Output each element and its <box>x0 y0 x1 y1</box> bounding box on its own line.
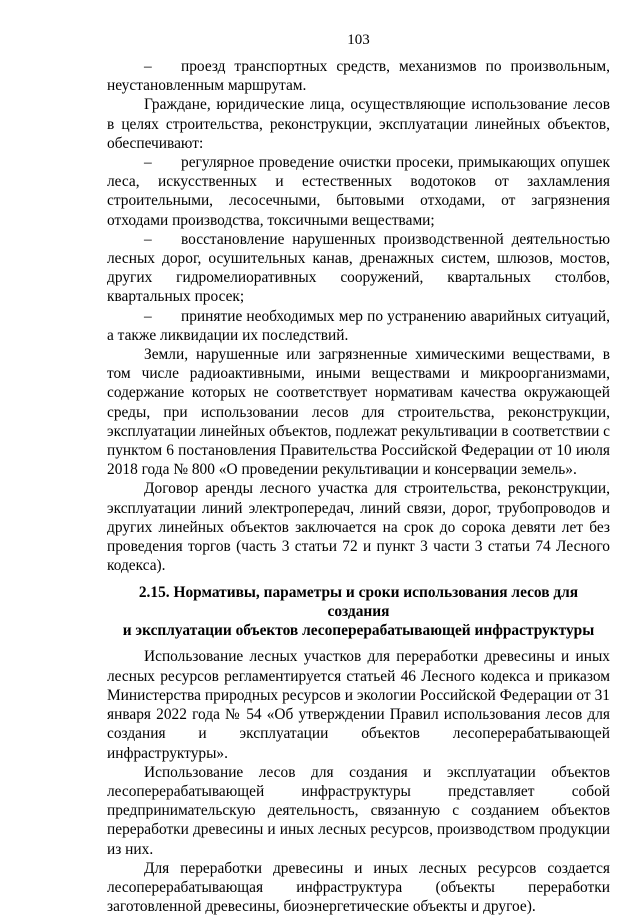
section-heading-line2: и эксплуатации объектов лесоперерабатывающей инфраструктуры <box>122 622 595 640</box>
list-item <box>107 57 610 95</box>
dash-marker: – <box>144 230 152 248</box>
section-heading <box>107 583 610 640</box>
list-item-text: восстановление нарушенных производственной деятельностью лесных дорог, осушительных канав, дренажных систем, шлюзов, мостов, других гидромелиоративных сооружений, квартальных столбов, квартальных просек; <box>107 230 610 306</box>
paragraph: Для переработки древесины и иных лесных ресурсов создается лесоперерабатывающая инфраструктура (объекты переработки заготовленной древесины, биоэнергетические объекты и другое). <box>107 859 610 916</box>
paragraph: Земли, нарушенные или загрязненные химическими веществами, в том числе радиоактивными, иными веществами и микроорганизмами, содержание которых не соответствует нормативам качества окружающей среды, при использовании лесов для строительства, реконструкции, эксплуатации линейных объектов, подлежат рекультивации в соответствии с пунктом 6 постановления Правительства Российской Федерации от 10 июля 2018 года № 800 «О проведении рекультивации и консервации земель». <box>107 346 610 479</box>
section-heading-line1: 2.15. Нормативы, параметры и сроки использования лесов для создания <box>138 584 579 621</box>
body-text-part2 <box>107 647 610 916</box>
page-number: 103 <box>347 32 370 48</box>
list-item <box>107 307 610 345</box>
list-item-text: принятие необходимых мер по устранению аварийных ситуаций, а также ликвидации их последствий. <box>107 307 610 344</box>
list-item-text: регулярное проведение очистки просеки, примыкающих опушек леса, искусственных и естественных водотоков от захламления строительными, лесосечными, бытовыми отходами, от загрязнения отходами производства, токсичными веществами; <box>107 154 610 229</box>
dash-marker: – <box>144 58 152 75</box>
paragraph: Использование лесов для создания и эксплуатации объектов лесоперерабатывающей инфраструктуры представляет собой предпринимательскую деятельность, связанную с созданием объектов переработки древесины и иных лесных ресурсов, производством продукции из них. <box>107 763 610 858</box>
dash-marker: – <box>144 307 152 325</box>
list-item-text: проезд транспортных средств, механизмов по произвольным, неустановленным маршрутам. <box>107 58 610 95</box>
paragraph: Договор аренды лесного участка для строительства, реконструкции, эксплуатации линий электропередач, линий связи, дорог, трубопроводов и других линейных объектов заключается на срок до сорока девяти лет без проведения торгов (часть 3 статьи 72 и пункт 3 части 3 статьи 74 Лесного кодекса). <box>107 480 610 575</box>
paragraph: Использование лесных участков для переработки древесины и иных лесных ресурсов регламентируется статьей 46 Лесного кодекса и приказом Министерства природных ресурсов и экологии Российской Федерации от 31 января 2022 года № 54 «Об утверждении Правил использования лесов для создания и эксплуатации объектов лесоперерабатывающей инфраструктуры». <box>107 648 610 762</box>
body-text-part1 <box>107 57 610 575</box>
list-item <box>107 230 610 307</box>
dash-marker: – <box>144 154 152 172</box>
list-item <box>107 153 610 230</box>
paragraph: Граждане, юридические лица, осуществляющие использование лесов в целях строительства, реконструкции, эксплуатации линейных объектов, обеспечивают: <box>107 96 610 152</box>
